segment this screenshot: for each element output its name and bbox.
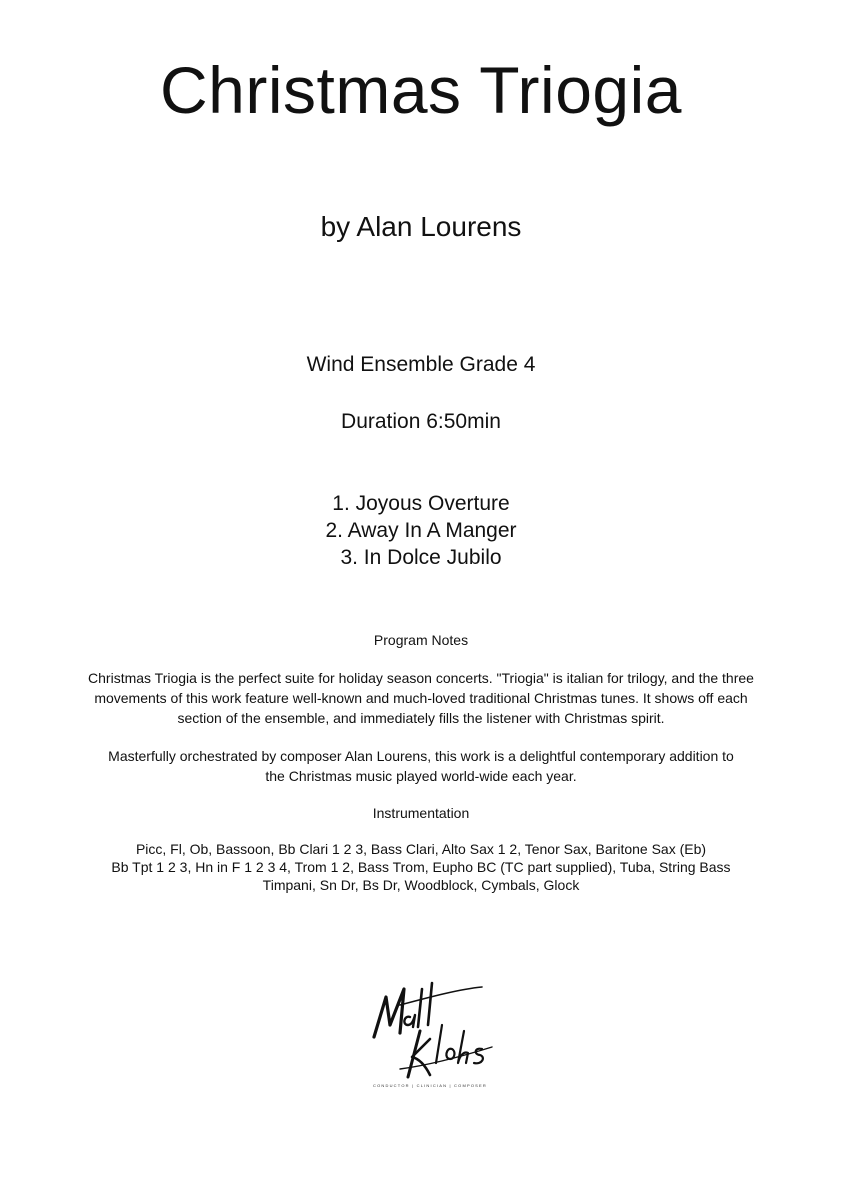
signature-logo <box>360 975 500 1095</box>
page-title: Christmas Triogia <box>160 53 682 127</box>
instrumentation-list <box>0 840 842 894</box>
program-notes-paragraph: Masterfully orchestrated by composer Alan Lourens, this work is a delightful contemporary addition to the Christmas music played world-wide each year. <box>108 748 734 784</box>
program-notes-paragraph: Christmas Triogia is the perfect suite for holiday season concerts. "Triogia" is italian for trilogy, and the three movements of this work feature well-known and much-loved traditional Christmas tunes. It shows off each section of the ensemble, and immediately fills the listener with Christmas spirit. <box>88 670 754 726</box>
instrumentation-line: Bb Tpt 1 2 3, Hn in F 1 2 3 4, Trom 1 2, Bass Trom, Eupho BC (TC part supplied), Tuba, String Bass <box>111 859 731 875</box>
movement-list <box>0 490 842 571</box>
signature-icon <box>360 975 500 1085</box>
instrumentation-heading: Instrumentation <box>372 805 470 821</box>
instrumentation-line: Picc, Fl, Ob, Bassoon, Bb Clari 1 2 3, Bass Clari, Alto Sax 1 2, Tenor Sax, Baritone Sax (Eb) <box>135 841 707 857</box>
instrumentation-line: Timpani, Sn Dr, Bs Dr, Woodblock, Cymbals, Glock <box>262 877 580 893</box>
movement-item: 2. Away In A Manger <box>325 519 517 542</box>
logo-caption: CONDUCTOR | CLINICIAN | COMPOSER <box>373 1083 487 1088</box>
movement-item: 1. Joyous Overture <box>332 492 510 515</box>
composer-line: by Alan Lourens <box>320 211 522 242</box>
grade-label: Wind Ensemble Grade 4 <box>306 353 536 376</box>
program-notes-heading: Program Notes <box>373 632 469 648</box>
movement-item: 3. In Dolce Jubilo <box>340 546 502 569</box>
duration-label: Duration 6:50min <box>341 410 501 433</box>
